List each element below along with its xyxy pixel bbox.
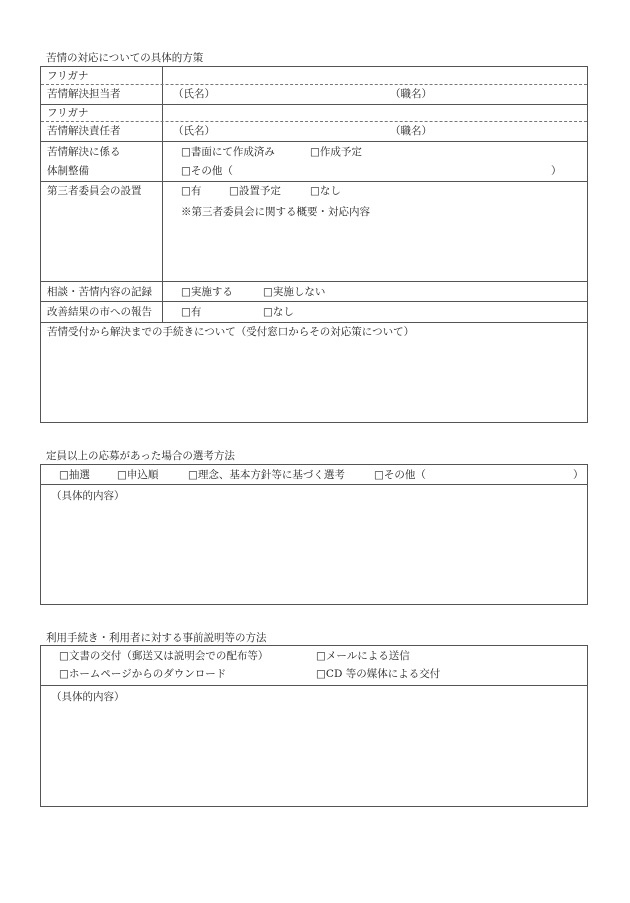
row-divider [41,281,587,282]
checkbox-ari[interactable]: □有 [181,185,202,197]
row-divider [41,181,587,182]
detail-label-2: （具体的内容） [51,490,125,502]
kiroku-label: 相談・苦情内容の記録 [47,286,152,298]
daisansha-label: 第三者委員会の設置 [47,185,142,197]
tetsuzuki-label: 苦情受付から解決までの手続きについて（受付窓口からその対応策について） [47,326,415,338]
checkbox-sonota[interactable]: □その他（ [181,165,233,177]
dashed-divider-1 [41,84,587,85]
checkbox-jisshi[interactable]: □実施する [181,286,233,298]
close-paren: ） [551,165,562,177]
section3-title: 利用手続き・利用者に対する事前説明等の方法 [46,632,267,644]
checkbox-shomen[interactable]: □書面にて作成済み [181,146,275,158]
checkbox-sakusei-yotei[interactable]: □作成予定 [310,146,362,158]
checkbox-setchi-yotei[interactable]: □設置予定 [229,185,281,197]
checkbox-rinen[interactable]: □理念、基本方針等に基づく選考 [188,469,345,481]
section1-title: 苦情の対応についての具体的方策 [46,52,204,64]
detail-label-3: （具体的内容） [51,691,125,703]
checkbox-chusen[interactable]: □抽選 [59,469,90,481]
furigana-label-2: フリガナ [47,107,89,119]
checkbox-nashi[interactable]: □なし [310,185,341,197]
selection-method-box [40,464,588,605]
checkbox-nashi-2[interactable]: □なし [263,306,294,318]
row-divider [41,141,587,142]
checkbox-ari-2[interactable]: □有 [181,306,202,318]
tantou-name-label: （氏名） [173,88,215,100]
row-divider [41,301,587,302]
daisansha-note: ※第三者委員会に関する概要・対応内容 [181,206,370,218]
complaint-table [40,66,588,423]
furigana-label-1: フリガナ [47,70,89,82]
row-divider [41,484,587,485]
close-paren-2: ） [573,469,584,481]
checkbox-bunsho[interactable]: □文書の交付（郵送又は説明会での配布等） [59,650,269,662]
dashed-divider-2 [41,121,587,122]
label-column-divider [162,67,163,322]
checkbox-download[interactable]: □ホームページからのダウンロード [59,668,227,680]
tantou-label: 苦情解決担当者 [47,88,121,100]
section2-title: 定員以上の応募があった場合の選考方法 [46,450,235,462]
checkbox-cd[interactable]: □CD 等の媒体による交付 [316,668,441,680]
row-divider [41,322,587,323]
taisei-label-line1: 苦情解決に係る [47,146,121,158]
explanation-method-box [40,645,588,807]
sekinin-label: 苦情解決責任者 [47,125,121,137]
checkbox-moushikomi[interactable]: □申込順 [117,469,159,481]
row-divider [41,104,587,105]
checkbox-sonota-2[interactable]: □その他（ [374,469,426,481]
houkoku-label: 改善結果の市への報告 [47,306,152,318]
checkbox-mail[interactable]: □メールによる送信 [316,650,410,662]
row-divider [41,685,587,686]
sekinin-post-label: （職名） [390,125,432,137]
sekinin-name-label: （氏名） [173,125,215,137]
checkbox-fujisshi[interactable]: □実施しない [263,286,326,298]
tantou-post-label: （職名） [390,88,432,100]
taisei-label-line2: 体制整備 [47,165,89,177]
